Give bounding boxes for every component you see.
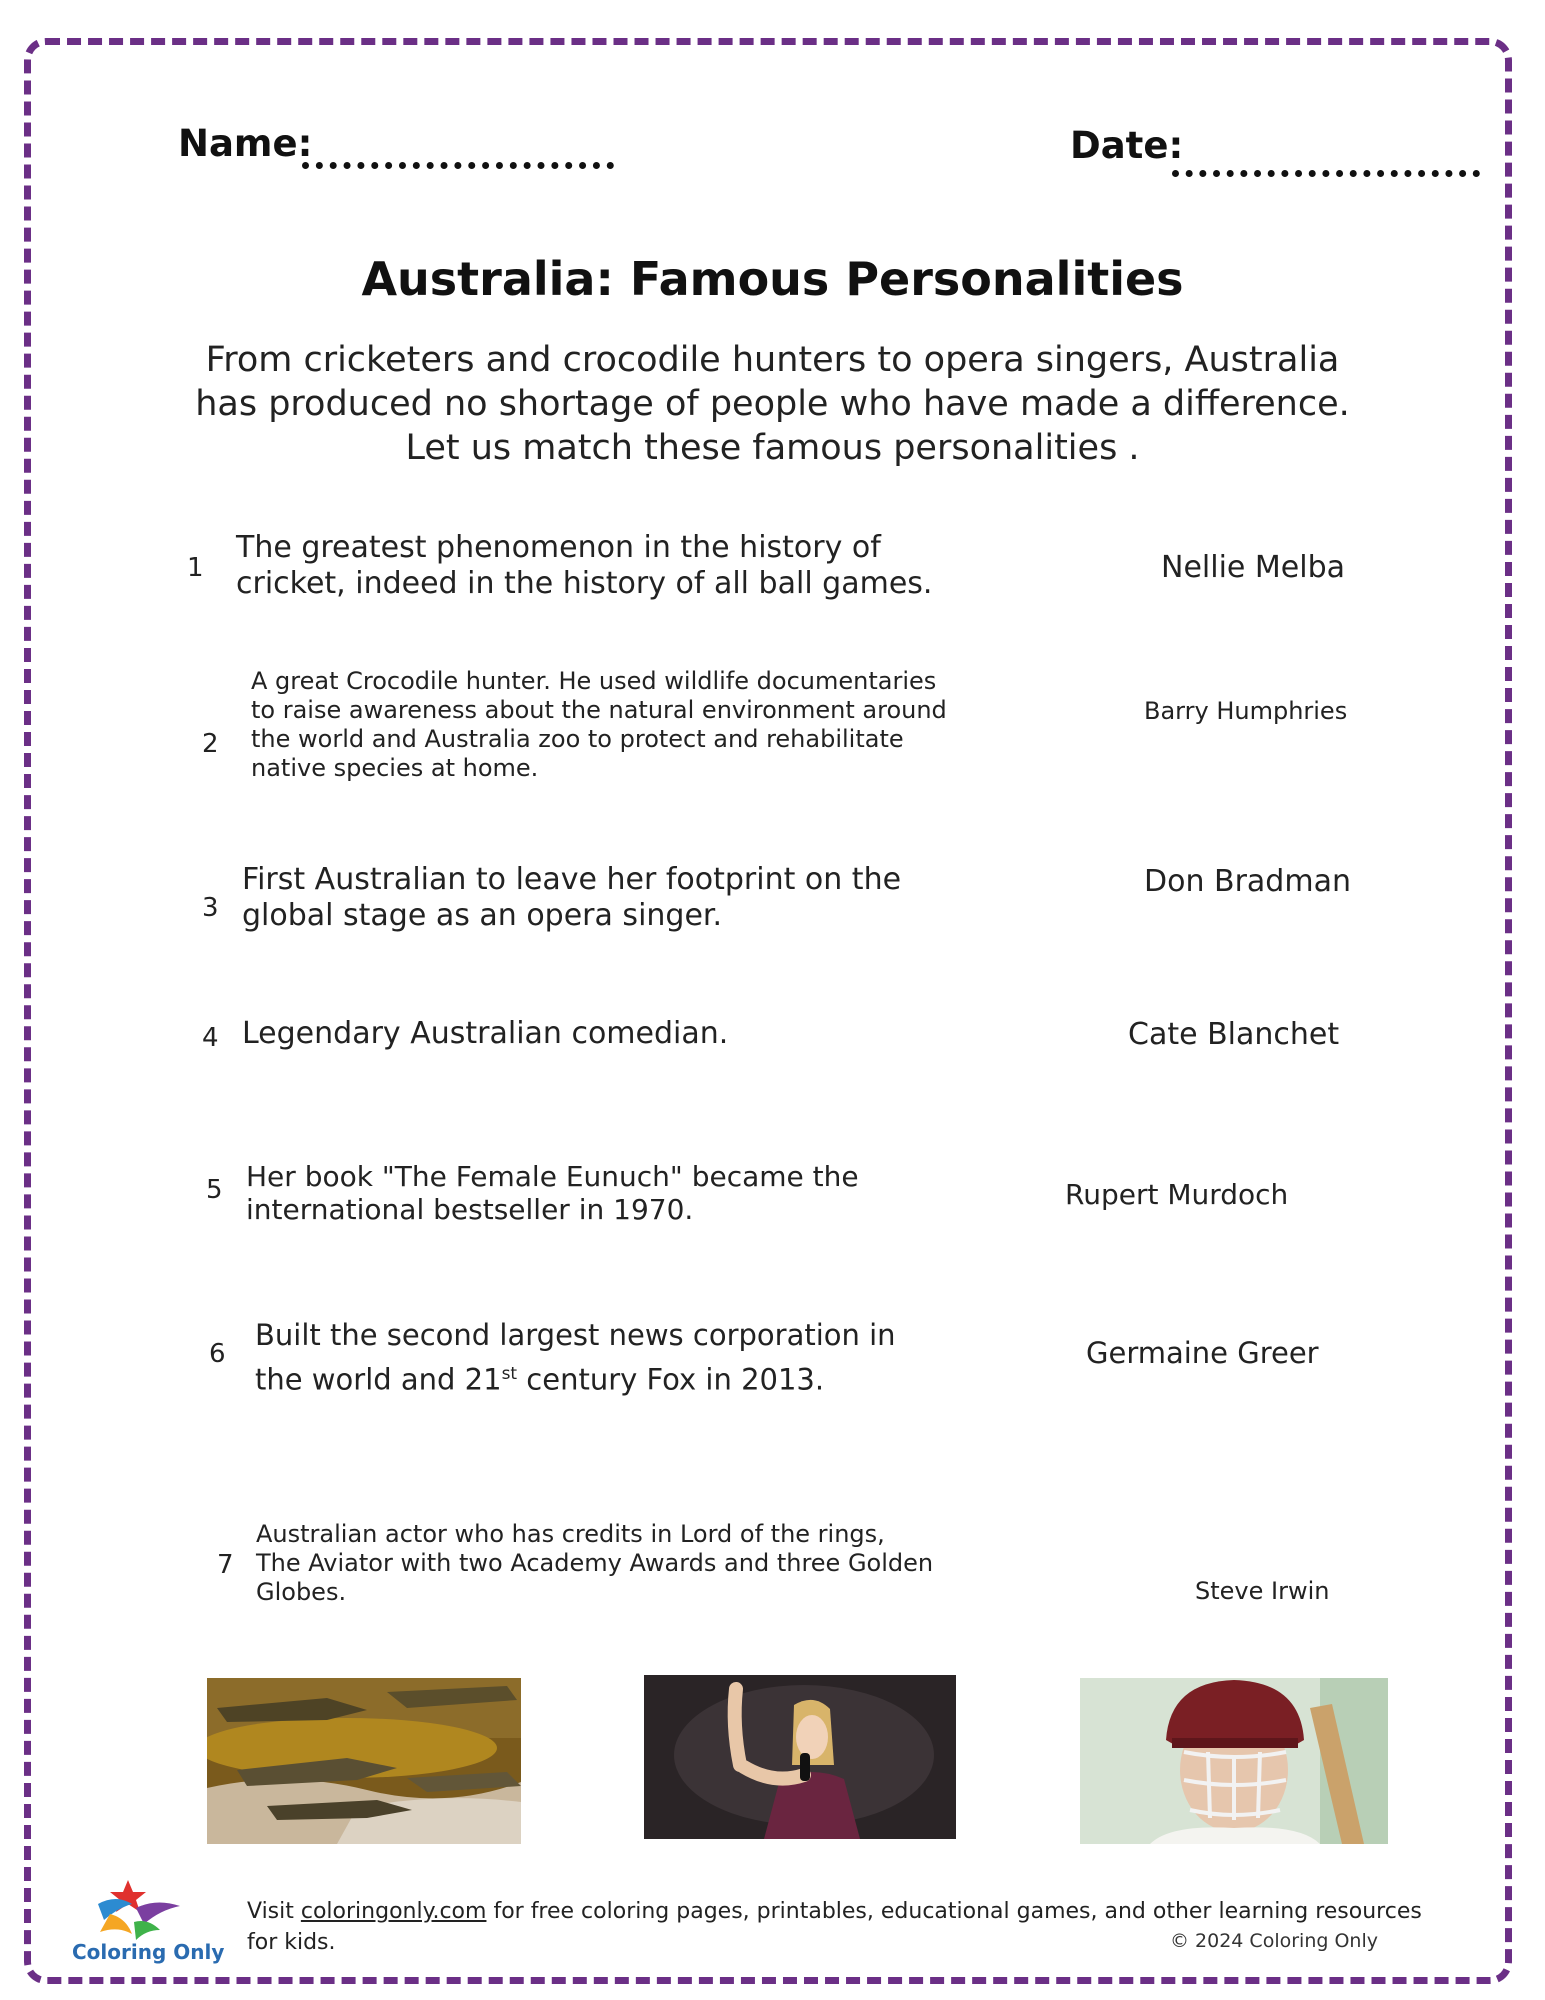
question-7-number: 7	[217, 1550, 234, 1580]
name-steve-irwin: Steve Irwin	[1195, 1577, 1330, 1605]
name-blank-line[interactable]	[302, 162, 614, 169]
coloringonly-link[interactable]: coloringonly.com	[300, 1899, 487, 1924]
question-1-number: 1	[187, 553, 204, 583]
page-title: Australia: Famous Personalities	[361, 252, 1184, 306]
date-blank-line[interactable]	[1172, 170, 1480, 177]
name-don-bradman: Don Bradman	[1144, 864, 1351, 899]
question-6-text: Built the second largest news corporation in the world and 21st century Fox in 2013.	[255, 1318, 896, 1397]
copyright: © 2024 Coloring Only	[1170, 1930, 1378, 1952]
question-3-number: 3	[202, 893, 219, 923]
footer-text: Visit coloringonly.com for free coloring pages, printables, educational games, and other learning resources for kids.	[247, 1899, 1422, 1955]
question-7-text: Australian actor who has credits in Lord of the rings, The Aviator with two Academy Awards and three Golden Globes.	[256, 1520, 934, 1606]
logo-text: Coloring Only	[72, 1940, 225, 1964]
question-4-text: Legendary Australian comedian.	[242, 1016, 729, 1051]
name-cate-blanchet: Cate Blanchet	[1128, 1017, 1340, 1052]
question-2-number: 2	[202, 729, 219, 759]
name-barry-humphries: Barry Humphries	[1144, 697, 1348, 725]
name-label: Name:	[178, 122, 313, 165]
opera-singer-photo	[644, 1675, 956, 1839]
question-4-number: 4	[202, 1023, 219, 1053]
name-rupert-murdoch: Rupert Murdoch	[1065, 1178, 1289, 1211]
cricketer-photo	[1080, 1678, 1388, 1844]
crocodiles-photo	[207, 1678, 521, 1844]
question-6-number: 6	[209, 1339, 226, 1369]
date-label: Date:	[1070, 124, 1184, 167]
question-5-text: Her book "The Female Eunuch" became the international bestseller in 1970.	[246, 1160, 859, 1226]
question-2-text: A great Crocodile hunter. He used wildlife documentaries to raise awareness about the natural environment around the world and Australia zoo to protect and rehabilitate native species at home.	[251, 667, 947, 782]
name-nellie-melba: Nellie Melba	[1161, 550, 1345, 585]
question-3-text: First Australian to leave her footprint on the global stage as an opera singer.	[242, 862, 902, 933]
intro-text: From cricketers and crocodile hunters to opera singers, Australia has produced no shortage of people who have made a difference. Let us match these famous personalities .	[195, 340, 1350, 468]
question-5-number: 5	[206, 1175, 223, 1205]
name-germaine-greer: Germaine Greer	[1086, 1336, 1319, 1370]
question-1-text: The greatest phenomenon in the history of cricket, indeed in the history of all ball games.	[236, 530, 933, 601]
coloring-only-logo	[70, 1878, 192, 1944]
